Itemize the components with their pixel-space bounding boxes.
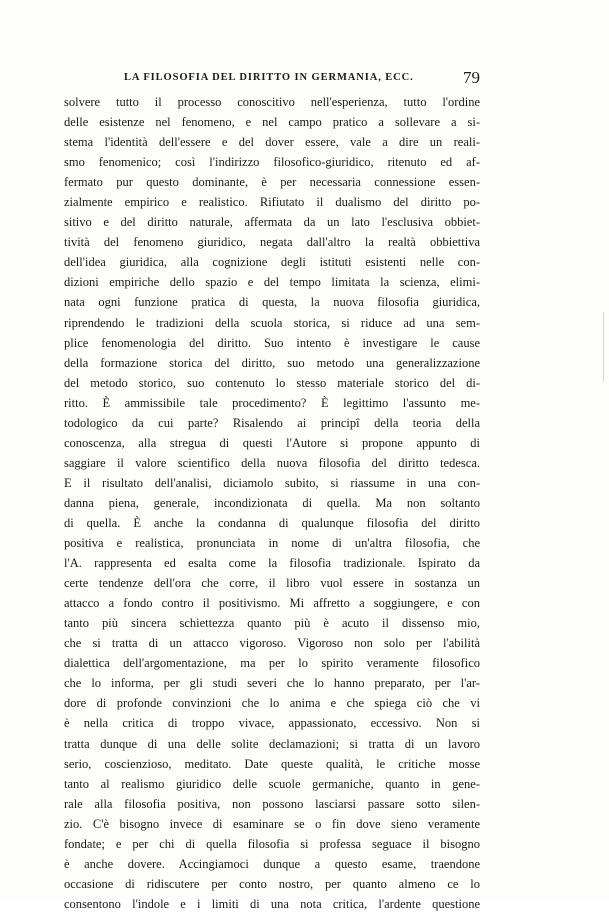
text-line: todologico da cui parte? Risalendo ai principî della teoria della (64, 415, 480, 430)
text-line: della formazione storica del diritto, suo metodo una generalizzazione (64, 355, 480, 370)
text-line: è nella critica di troppo vivace, appassionato, eccessivo. Non si (64, 716, 480, 731)
text-line: che si tratta di un attacco vigoroso. Vigoroso non solo per l'abilità (64, 636, 480, 651)
text-line: saggiare il valore scientifico della nuova filosofia del diritto tedesca. (64, 455, 480, 470)
text-line: consentono l'indole e i limiti di una nota critica, l'ardente questione (64, 896, 480, 911)
text-line: è anche dovere. Accingiamoci dunque a questo esame, traendone (64, 856, 480, 871)
text-line: zialmente empirico e realistico. Rifiutato il dualismo del diritto po- (64, 195, 480, 210)
text-line: danna piena, generale, incondizionata di quella. Ma non soltanto (64, 495, 480, 510)
text-line: smo fenomenico; così l'indirizzo filosofico-giuridico, ritenuto ed af- (64, 155, 480, 170)
text-line: dore di profonde convinzioni che lo anima e che spiega ciò che vi (64, 696, 480, 711)
text-line: dell'idea giuridica, alla cognizione degli istituti esistenti nelle con- (64, 255, 480, 270)
text-line: positiva e realistica, pronunciata in nome di un'altra filosofia, che (64, 536, 480, 551)
text-line: fermato pur questo dominante, è per necessaria connessione essen- (64, 175, 480, 190)
text-line: solvere tutto il processo conoscitivo nell'esperienza, tutto l'ordine (64, 95, 480, 109)
text-line: del metodo storico, suo contenuto lo stesso materiale storico del di- (64, 375, 480, 390)
page-header (64, 68, 480, 90)
text-line: conoscenza, alla stregua di questi l'Autore si propone appunto di (64, 435, 480, 450)
text-line: stema l'identità dell'essere e del dover essere, vale a dire un reali- (64, 135, 480, 150)
running-head: LA FILOSOFIA DEL DIRITTO IN GERMANIA, ECC. (124, 72, 414, 83)
text-line: plice fenomenologia del diritto. Suo intento è investigare le cause (64, 335, 480, 350)
text-line: tanto più sincera schiettezza quanto più è acuto il dissenso mio, (64, 616, 480, 631)
text-line: tanto al realismo giuridico delle scuole germaniche, quanto in gene- (64, 776, 480, 791)
text-line: zio. C'è bisogno invece di esaminare se o fin dove sieno veramente (64, 816, 480, 831)
text-line: occasione di ridiscutere per conto nostro, per quanto almeno ce lo (64, 876, 480, 891)
text-line: tratta dunque di una delle solite declamazioni; si tratta di un lavoro (64, 736, 480, 751)
text-line: tività del fenomeno giuridico, negata dall'altro la realtà obbiettiva (64, 235, 480, 250)
text-line: sitivo e del diritto naturale, affermata da un lato l'esclusiva obbiet- (64, 215, 480, 230)
text-line: attacco a fondo contro il positivismo. Mi affretto a soggiungere, e con (64, 596, 480, 611)
text-line: rale alla filosofia positiva, non possono lasciarsi passare sotto silen- (64, 796, 480, 811)
text-line: l'A. rappresenta ed esalta come la filosofia tradizionale. Ispirato da (64, 556, 480, 571)
text-line: dizioni empiriche dello spazio e del tempo limitata la scienza, elimi- (64, 275, 480, 290)
body-text (64, 92, 480, 914)
text-line: E il risultato dell'analisi, diciamolo subito, si riassume in una con- (64, 475, 480, 490)
text-line: serio, coscienzioso, meditato. Date queste qualità, le critiche mosse (64, 756, 480, 771)
page-number: 79 (463, 68, 480, 87)
text-line: riprendendo le tradizioni della scuola storica, si riduce ad una sem- (64, 315, 480, 330)
text-line: che lo informa, per gli studi severi che lo hanno preparato, per l'ar- (64, 676, 480, 691)
text-line: certe tendenze dell'ora che corre, il libro vuol essere in sostanza un (64, 576, 480, 591)
text-line: delle esistenze nel fenomeno, e nel campo pratico a sollevare a si- (64, 115, 480, 130)
page-edge-mark (603, 312, 604, 382)
text-line: ritto. È ammissibile tale procedimento? È legittimo l'assunto me- (64, 395, 480, 410)
text-line: fondate; e per chi di quella filosofia si professa seguace il bisogno (64, 836, 480, 851)
text-line: nata ogni funzione pratica di questa, la nuova filosofia giuridica, (64, 295, 480, 310)
text-line: di quella. È anche la condanna di qualunque filosofia del diritto (64, 515, 480, 530)
text-line: dialettica dell'argomentazione, ma per lo spirito veramente filosofico (64, 656, 480, 671)
